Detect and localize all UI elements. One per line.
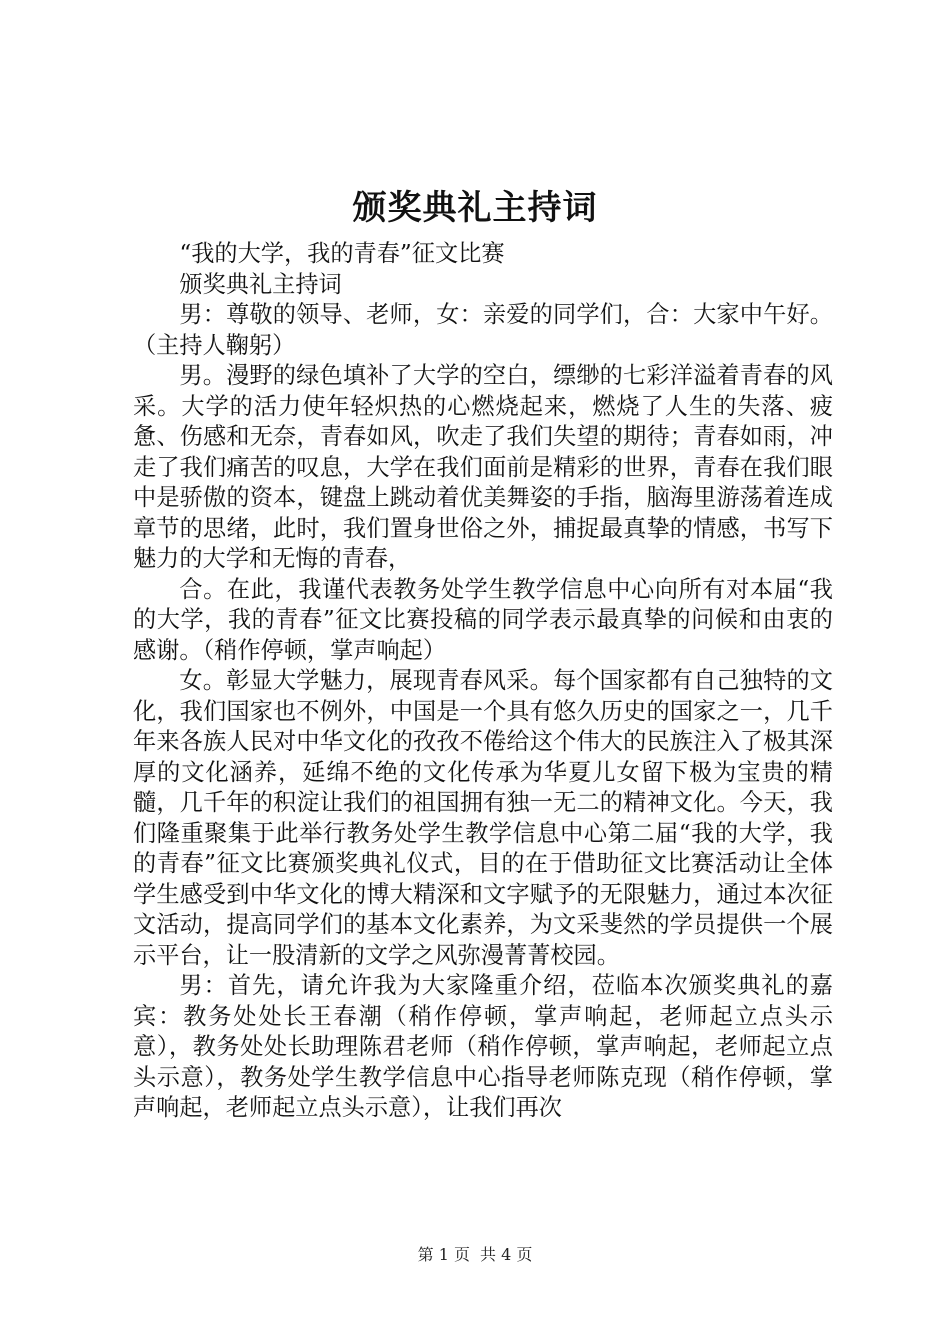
subtitle-line-1: “我的大学，我的青春”征文比赛: [179, 240, 505, 267]
paragraph-greeting: 男：尊敬的领导、老师，女：亲爱的同学们，合：大家中午好。（主持人鞠躬）: [133, 301, 833, 359]
page-number: 第 1 页: [417, 1245, 470, 1264]
paragraph-male-guests: 男：首先，请允许我为大家隆重介绍，莅临本次颁奖典礼的嘉宾：教务处处长王春潮（稍作停顿，掌声响起，老师起立点头示意），教务处处长助理陈君老师（稍作停顿，掌声响起，老师起立点头示意），教务处学生教学信息中心指导老师陈克现（稍作停顿，掌声响起，老师起立点头示意），让我们再次: [133, 972, 833, 1121]
paragraph-together-thanks: 合。在此，我谨代表教务处学生教学信息中心向所有对本届“我的大学，我的青春”征文比赛投稿的同学表示最真挚的问候和由衷的感谢。（稍作停顿，掌声响起）: [133, 575, 833, 664]
document-body: [133, 239, 833, 1124]
paragraph-female-culture: 女。彰显大学魅力，展现青春风采。每个国家都有自己独特的文化，我们国家也不例外，中国是一个具有悠久历史的国家之一，几千年来各族人民对中华文化的孜孜不倦给这个伟大的民族注入了极其深厚的文化涵养，延绵不绝的文化传承为华夏儿女留下极为宝贵的精髓，几千年的积淀让我们的祖国拥有独一无二的精神文化。今天，我们隆重聚集于此举行教务处学生教学信息中心第二届“我的大学，我的青春”征文比赛颁奖典礼仪式，目的在于借助征文比赛活动让全体学生感受到中华文化的博大精深和文字赋予的无限魅力，通过本次征文活动，提高同学们的基本文化素养，为文采斐然的学员提供一个展示平台，让一股清新的文学之风弥漫菁菁校园。: [133, 667, 833, 969]
page-footer: [0, 1245, 950, 1265]
subtitle-line-2: 颁奖典礼主持词: [179, 270, 342, 298]
paragraph-male-opening: 男。漫野的绿色填补了大学的空白，缥缈的七彩洋溢着青春的风采。大学的活力使年轻炽热的心燃烧起来，燃烧了人生的失落、疲惫、伤感和无奈，青春如风，吹走了我们失望的期待；青春如雨，冲走了我们痛苦的叹息，大学在我们面前是精彩的世界，青春在我们眼中是骄傲的资本，键盘上跳动着优美舞姿的手指，脑海里游荡着连成章节的思绪，此时，我们置身世俗之外，捕捉最真挚的情感，书写下魅力的大学和无悔的青春，: [133, 362, 833, 572]
document-title: 颁奖典礼主持词: [352, 188, 598, 228]
page-total: 共 4 页: [480, 1245, 533, 1264]
